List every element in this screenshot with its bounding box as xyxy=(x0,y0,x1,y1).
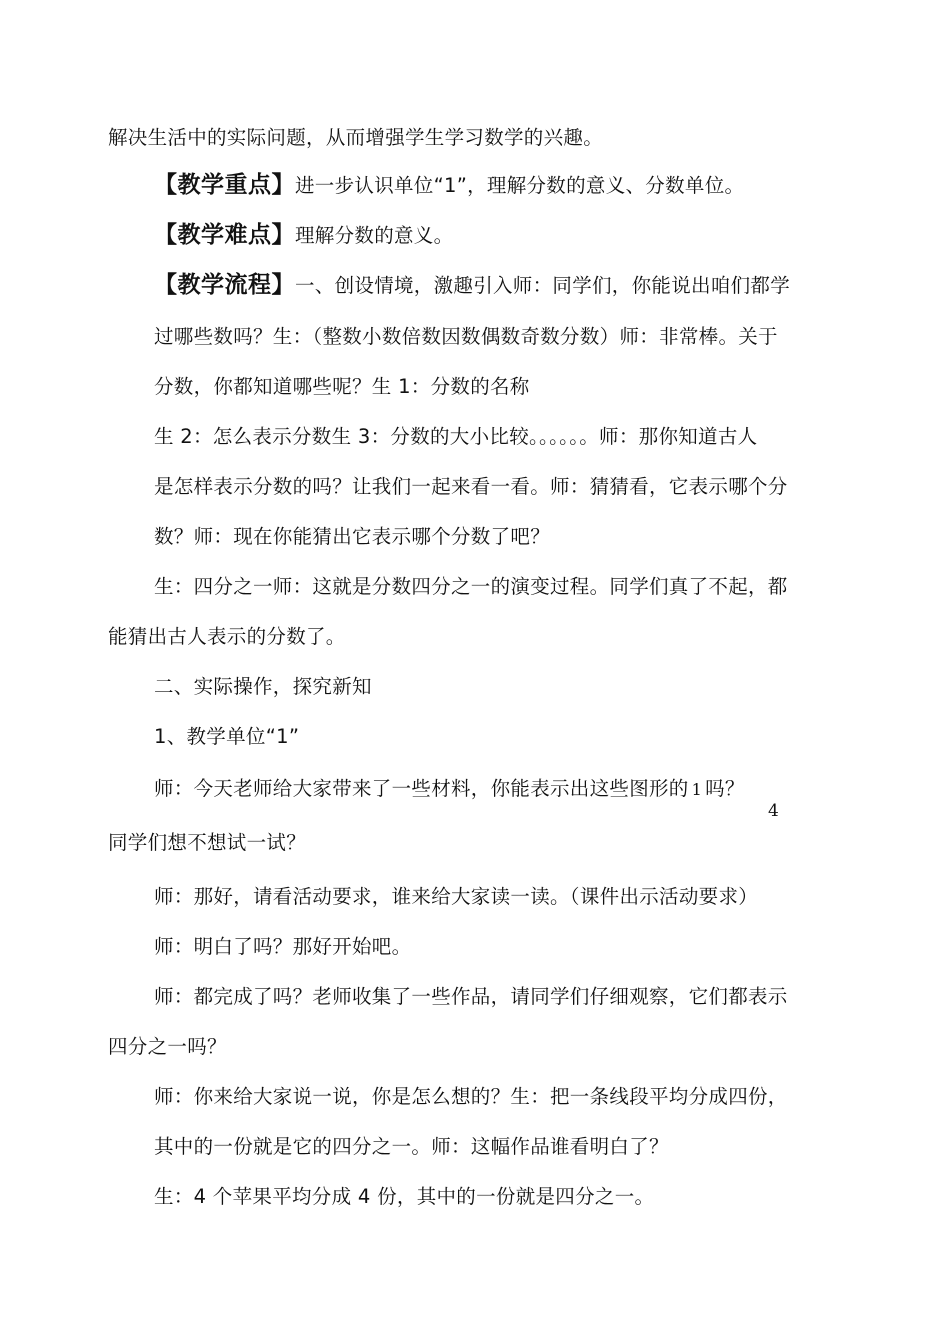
process-line xyxy=(154,273,790,298)
section-heading: 二、实际操作，探究新知 xyxy=(154,675,372,698)
paragraph-line: 解决生活中的实际问题，从而增强学生学习数学的兴趣。 xyxy=(108,126,604,149)
paragraph-line: 能猜出古人表示的分数了。 xyxy=(108,625,346,648)
difficulty-line xyxy=(154,223,453,248)
difficulty-text: 理解分数的意义。 xyxy=(295,224,454,247)
process-text: 一、创设情境，激趣引入师：同学们，你能说出咱们都学 xyxy=(295,274,791,297)
difficulty-heading: 【教学难点】 xyxy=(154,222,295,248)
fraction-denominator: 4 xyxy=(768,801,779,821)
paragraph-line: 师：那好，请看活动要求，谁来给大家读一读。（课件出示活动要求） xyxy=(154,885,759,908)
paragraph-line: 数？师：现在你能猜出它表示哪个分数了吧？ xyxy=(154,525,551,548)
subsection-heading: 1、教学单位“1” xyxy=(154,725,300,748)
paragraph-line: 师：都完成了吗？老师收集了一些作品，请同学们仔细观察，它们都表示 xyxy=(154,985,788,1008)
paragraph-line: 师：你来给大家说一说，你是怎么想的？生：把一条线段平均分成四份， xyxy=(154,1085,788,1108)
paragraph-line: 生 2：怎么表示分数生 3：分数的大小比较。。。。。。师：那你知道古人 xyxy=(154,425,758,448)
paragraph-line: 四分之一吗？ xyxy=(108,1035,227,1058)
paragraph-text: 师：今天老师给大家带来了一些材料，你能表示出这些图形的 xyxy=(154,777,689,800)
paragraph-line xyxy=(154,777,745,802)
process-heading: 【教学流程】 xyxy=(154,272,295,298)
fraction-numerator: 1 xyxy=(691,780,703,799)
key-points-heading: 【教学重点】 xyxy=(154,172,295,198)
paragraph-text: 吗？ xyxy=(705,777,745,800)
paragraph-line: 其中的一份就是它的四分之一。师：这幅作品谁看明白了？ xyxy=(154,1135,669,1158)
paragraph-line: 同学们想不想试一试？ xyxy=(108,831,307,854)
paragraph-line: 分数，你都知道哪些呢？生 1：分数的名称 xyxy=(154,375,530,398)
paragraph-line: 是怎样表示分数的吗？让我们一起来看一看。师：猜猜看，它表示哪个分 xyxy=(154,475,788,498)
paragraph-line: 生：4 个苹果平均分成 4 份，其中的一份就是四分之一。 xyxy=(154,1185,655,1208)
key-points-line xyxy=(154,173,744,198)
key-points-text: 进一步认识单位“1”，理解分数的意义、分数单位。 xyxy=(295,174,745,197)
paragraph-line: 生：四分之一师：这就是分数四分之一的演变过程。同学们真了不起，都 xyxy=(154,575,788,598)
paragraph-line: 过哪些数吗？生：（整数小数倍数因数偶数奇数分数）师：非常棒。关于 xyxy=(154,325,778,348)
paragraph-line: 师：明白了吗？那好开始吧。 xyxy=(154,935,412,958)
